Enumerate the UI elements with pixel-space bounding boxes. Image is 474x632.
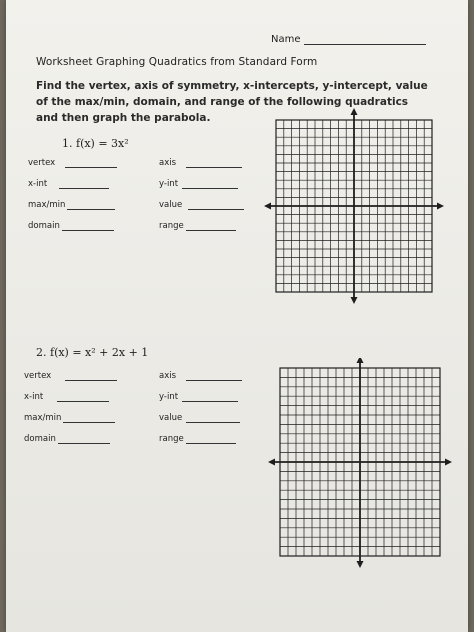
answer-blank[interactable] [63,414,115,423]
name-field[interactable] [271,34,426,45]
field-label: x-int [28,179,48,189]
problem-2-label: 2. f(x) = x² + 2x + 1 [36,346,149,359]
x-axis-right-arrow [445,459,452,466]
coordinate-grid-2[interactable] [264,358,454,568]
field-label: axis [159,371,177,381]
p1-value-field[interactable] [159,200,244,210]
field-label: y-int [159,392,179,402]
p1-vertex-field[interactable] [28,158,117,168]
p1-domain-field[interactable] [28,221,114,231]
field-label: range [159,221,184,231]
p1-range-field[interactable] [159,221,236,231]
field-label: value [159,413,183,423]
field-label: range [159,434,184,444]
answer-blank[interactable] [186,414,240,423]
y-axis-up-arrow [351,108,358,115]
answer-blank[interactable] [186,222,236,231]
name-label: Name [271,34,301,45]
x-axis-left-arrow [268,459,275,466]
field-label: x-int [24,392,44,402]
p1-maxmin-field[interactable] [28,200,115,210]
answer-blank[interactable] [65,159,117,168]
p2-range-field[interactable] [159,434,236,444]
answer-blank[interactable] [59,180,109,189]
grid-2-svg[interactable] [264,358,454,568]
p2-vertex-field[interactable] [24,371,117,381]
grid-1-svg[interactable] [260,108,446,304]
worksheet-page [6,0,468,632]
coordinate-grid-1[interactable] [260,108,446,304]
answer-blank[interactable] [67,201,115,210]
name-blank[interactable] [304,34,426,45]
field-label: max/min [24,413,62,423]
p1-yint-field[interactable] [159,179,238,189]
field-label: max/min [28,200,66,210]
y-axis-down-arrow [351,297,358,304]
p2-xint-field[interactable] [24,392,109,402]
y-axis-down-arrow [357,561,364,568]
answer-blank[interactable] [186,435,236,444]
p2-domain-field[interactable] [24,434,110,444]
field-label: y-int [159,179,179,189]
x-axis-left-arrow [264,203,271,210]
field-label: vertex [28,158,56,168]
answer-blank[interactable] [186,372,242,381]
p2-value-field[interactable] [159,413,240,423]
p2-axis-field[interactable] [159,371,242,381]
answer-blank[interactable] [65,372,117,381]
answer-blank[interactable] [62,222,114,231]
p2-maxmin-field[interactable] [24,413,115,423]
field-label: value [159,200,183,210]
p2-yint-field[interactable] [159,392,238,402]
field-label: vertex [24,371,52,381]
answer-blank[interactable] [58,435,110,444]
answer-blank[interactable] [57,393,109,402]
field-label: axis [159,158,177,168]
instructions: Find the vertex, axis of symmetry, x-intercepts, y-intercept, value of the max/min, domain, and range of the following quadratics and then graph the parabola. [36,80,428,124]
p1-axis-field[interactable] [159,158,242,168]
field-label: domain [28,221,60,231]
x-axis-right-arrow [437,203,444,210]
problem-1-label: 1. f(x) = 3x² [62,137,129,150]
answer-blank[interactable] [188,201,244,210]
y-axis-up-arrow [357,358,364,363]
answer-blank[interactable] [182,180,238,189]
worksheet-title: Worksheet Graphing Quadratics from Standard Form [36,56,318,68]
answer-blank[interactable] [182,393,238,402]
field-label: domain [24,434,56,444]
p1-xint-field[interactable] [28,179,109,189]
answer-blank[interactable] [186,159,242,168]
